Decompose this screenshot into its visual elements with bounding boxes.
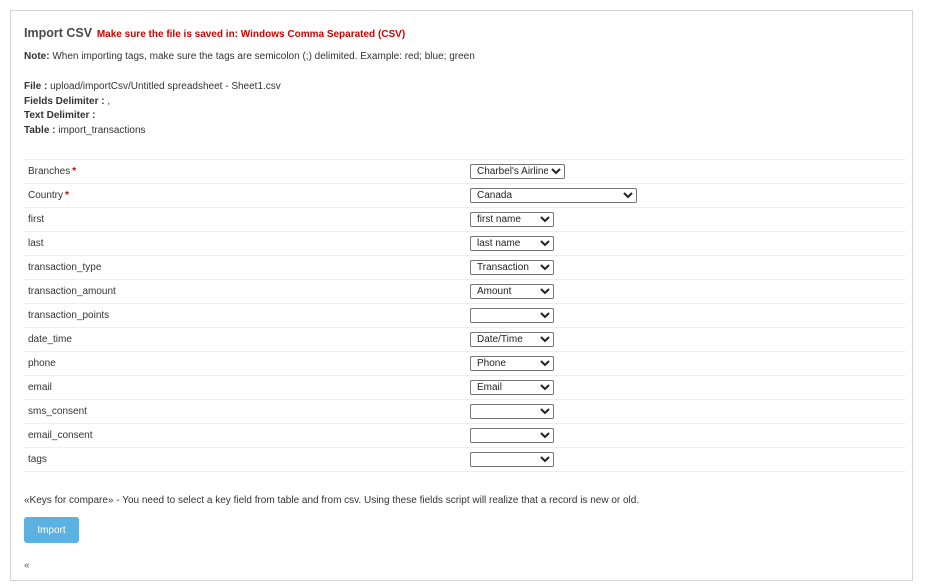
table-name: import_transactions (58, 124, 146, 136)
field-label: email_consent (28, 430, 93, 441)
note-label: Note: (24, 51, 50, 62)
field-select-cell (466, 208, 905, 232)
field-select-cell (466, 304, 905, 328)
tags-select[interactable] (470, 452, 554, 467)
field-mapping-table (24, 159, 905, 472)
text-delimiter-label: Text Delimiter : (24, 110, 96, 121)
email-consent-select[interactable] (470, 428, 554, 443)
csv-format-warning: Make sure the file is saved in: Windows Comma Separated (CSV) (96, 29, 406, 40)
mapping-row-sms-consent (24, 400, 905, 424)
note-text: When importing tags, make sure the tags are semicolon (;) delimited. Example: red; blue; green (52, 51, 475, 62)
field-select-cell (466, 448, 905, 472)
mapping-row-date-time (24, 328, 905, 352)
last-select[interactable] (470, 236, 554, 251)
transaction-points-select[interactable] (470, 308, 554, 323)
field-select-cell (466, 424, 905, 448)
field-label: date_time (28, 334, 72, 345)
sms-consent-select[interactable] (470, 404, 554, 419)
field-label (24, 160, 466, 184)
file-row (24, 80, 281, 95)
branches-select[interactable] (470, 164, 565, 179)
file-path: upload/importCsv/Untitled spreadsheet - Sheet1.csv (50, 81, 281, 92)
mapping-row-transaction-type (24, 256, 905, 280)
field-select-cell (466, 328, 905, 352)
field-label: transaction_points (28, 310, 110, 321)
mapping-row-tags (24, 448, 905, 472)
field-label: transaction_type (28, 262, 102, 273)
mapping-row-email (24, 376, 905, 400)
field-name: Branches (28, 166, 71, 177)
field-select-cell (466, 160, 905, 184)
required-marker: * (65, 190, 69, 201)
file-info (24, 80, 281, 138)
mapping-row-first (24, 208, 905, 232)
page-title: Import CSV (24, 26, 93, 40)
field-label: last (28, 238, 44, 249)
mapping-row-branches (24, 160, 905, 184)
transaction-type-select[interactable] (470, 260, 554, 275)
fields-delimiter-label: Fields Delimiter : (24, 95, 105, 107)
country-select[interactable] (470, 188, 637, 203)
field-label: sms_consent (28, 406, 87, 417)
field-select-cell (466, 280, 905, 304)
mapping-row-transaction-amount (24, 280, 905, 304)
field-select-cell (466, 256, 905, 280)
tags-note (24, 51, 475, 62)
text-delimiter-row (24, 109, 281, 124)
mapping-row-last (24, 232, 905, 256)
phone-select[interactable] (470, 356, 554, 371)
required-marker: * (72, 166, 77, 177)
field-name: Country (28, 190, 64, 201)
field-label: first (28, 214, 45, 225)
email-select[interactable] (470, 380, 554, 395)
page-heading (24, 26, 405, 40)
table-row-info (24, 124, 281, 139)
mapping-row-transaction-points (24, 304, 905, 328)
first-select[interactable] (470, 212, 554, 227)
transaction-amount-select[interactable] (470, 284, 554, 299)
field-label: tags (28, 454, 47, 465)
mapping-row-country (24, 184, 905, 208)
field-label: email (28, 382, 52, 393)
field-select-cell (466, 352, 905, 376)
field-select-cell (466, 376, 905, 400)
import-csv-panel (10, 10, 913, 581)
mapping-row-email-consent (24, 424, 905, 448)
field-select-cell (466, 184, 905, 208)
mapping-row-phone (24, 352, 905, 376)
field-select-cell (466, 232, 905, 256)
fields-delimiter-value: , (107, 95, 111, 107)
back-link[interactable]: « (24, 560, 30, 571)
fields-delimiter-row (24, 95, 281, 110)
import-button[interactable]: Import (24, 517, 79, 543)
field-select-cell (466, 400, 905, 424)
field-label (24, 184, 466, 208)
field-label: transaction_amount (28, 286, 116, 297)
date-time-select[interactable] (470, 332, 554, 347)
file-label: File : (24, 81, 48, 92)
table-label: Table : (24, 124, 56, 136)
keys-for-compare-note: «Keys for compare» - You need to select a key field from table and from csv. Using these fields script will realize that a record is new or old. (24, 495, 640, 506)
field-label: phone (28, 358, 56, 369)
